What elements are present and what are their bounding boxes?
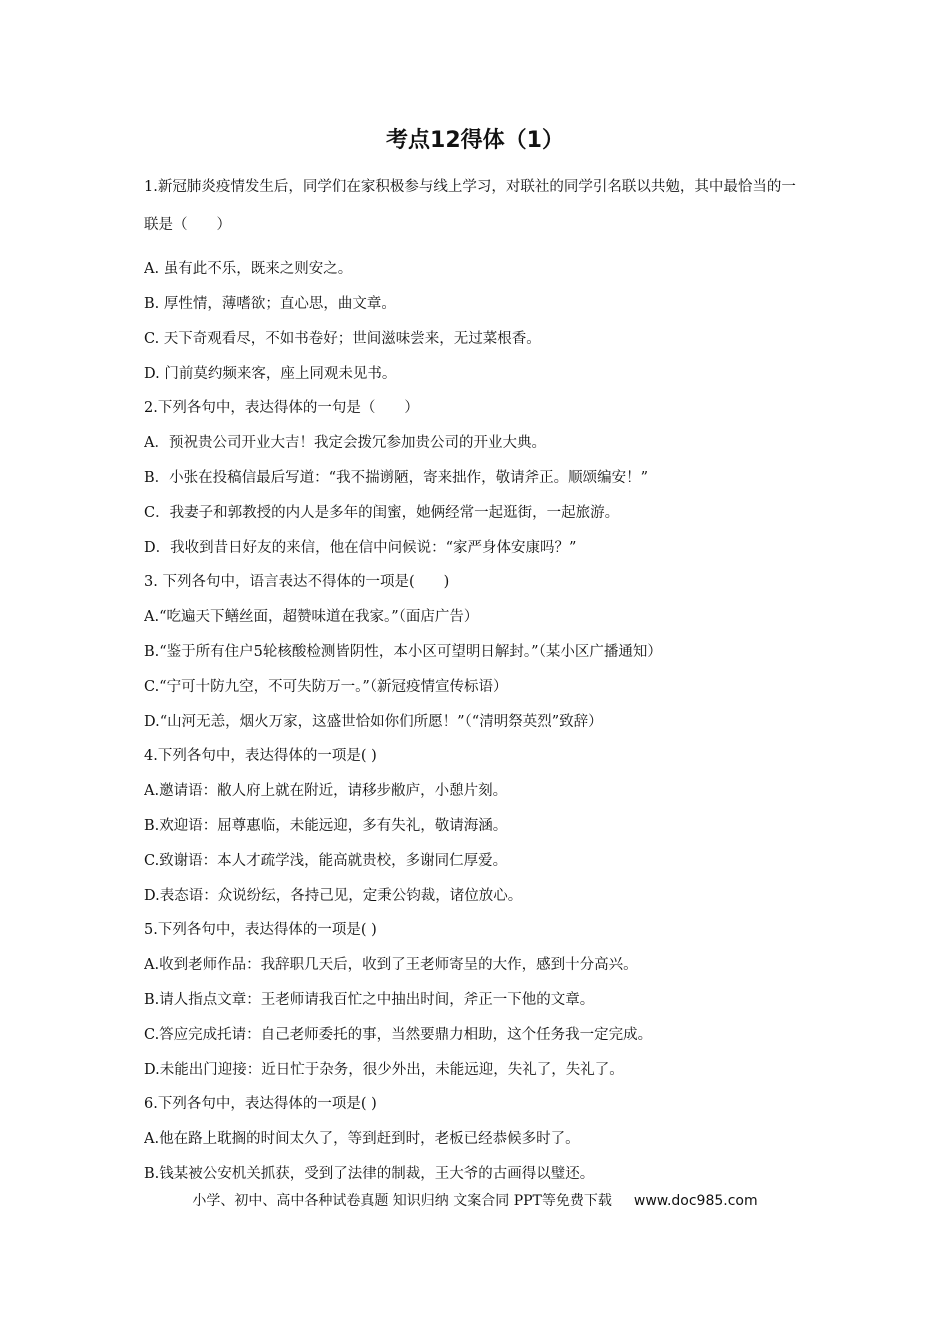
page-footer (0, 1191, 950, 1211)
question-3-stem: 3. 下列各句中，语言表达不得体的一项是( ) (144, 574, 450, 590)
question-2-option-d: D．我收到昔日好友的来信，他在信中问候说：“家严身体安康吗？” (144, 540, 577, 556)
question-5-stem: 5.下列各句中，表达得体的一项是( ) (144, 922, 377, 938)
question-3-option-c: C.“宁可十防九空，不可失防万一。”（新冠疫情宣传标语） (144, 679, 508, 695)
footer-url: www.doc985.com (633, 1193, 758, 1209)
footer-text: 小学、初中、高中各种试卷真题 知识归纳 文案合同 PPT等免费下载 (192, 1193, 612, 1209)
question-6-option-a: A.他在路上耽搁的时间太久了，等到赶到时，老板已经恭候多时了。 (144, 1131, 580, 1147)
question-5-option-a: A.收到老师作品：我辞职几天后，收到了王老师寄呈的大作，感到十分高兴。 (144, 957, 638, 973)
question-1-option-d: D. 门前莫约频来客，座上同观未见书。 (144, 366, 397, 382)
question-1-option-c: C. 天下奇观看尽，不如书卷好；世间滋味尝来，无过菜根香。 (144, 331, 541, 347)
question-4-option-c: C.致谢语：本人才疏学浅，能高就贵校，多谢同仁厚爱。 (144, 853, 508, 869)
question-1-stem: 1.新冠肺炎疫情发生后，同学们在家积极参与线上学习，对联社的同学引名联以共勉，其中最恰当的一联是（ ） (144, 179, 796, 233)
question-6-stem: 6.下列各句中，表达得体的一项是( ) (144, 1096, 377, 1112)
question-1-option-a: A. 虽有此不乐，既来之则安之。 (144, 261, 353, 277)
question-4-stem: 4.下列各句中，表达得体的一项是( ) (144, 748, 377, 764)
question-4-option-a: A.邀请语：敝人府上就在附近，请移步敝庐，小憩片刻。 (144, 783, 508, 799)
question-5-option-c: C.答应完成托请：自己老师委托的事，当然要鼎力相助，这个任务我一定完成。 (144, 1027, 653, 1043)
question-2-option-a: A．预祝贵公司开业大吉！我定会拨冗参加贵公司的开业大典。 (144, 435, 546, 451)
question-3-option-a: A.“吃遍天下鳝丝面，超赞味道在我家。”（面店广告） (144, 609, 479, 625)
question-5-option-d: D.未能出门迎接：近日忙于杂务，很少外出，未能远迎，失礼了，失礼了。 (144, 1062, 624, 1078)
question-4-option-b: B.欢迎语：屈尊惠临，未能远迎，多有失礼，敬请海涵。 (144, 818, 508, 834)
question-2-option-c: C．我妻子和郭教授的内人是多年的闺蜜，她俩经常一起逛街，一起旅游。 (144, 505, 620, 521)
question-5-option-b: B.请人指点文章：王老师请我百忙之中抽出时间，斧正一下他的文章。 (144, 992, 595, 1008)
question-6-option-b: B.钱某被公安机关抓获，受到了法律的制裁，王大爷的古画得以璧还。 (144, 1166, 595, 1182)
question-list (144, 160, 804, 1184)
question-4-option-d: D.表态语：众说纷纭，各持己见，定秉公钧裁，诸位放心。 (144, 888, 523, 904)
question-1-option-b: B. 厚性情，薄嗜欲；直心思，曲文章。 (144, 296, 396, 312)
question-3-option-b: B.“鉴于所有住户5轮核酸检测皆阴性，本小区可望明日解封。”（某小区广播通知） (144, 644, 662, 660)
question-2-option-b: B．小张在投稿信最后写道：“我不揣谫陋，寄来拙作，敬请斧正。顺颂编安！” (144, 470, 648, 486)
page-title: 考点12得体（1） (386, 128, 564, 153)
question-3-option-d: D.“山河无恙，烟火万家，这盛世恰如你们所愿！”（“清明祭英烈”致辞） (144, 714, 603, 730)
question-2-stem: 2.下列各句中，表达得体的一句是（ ） (144, 400, 419, 416)
